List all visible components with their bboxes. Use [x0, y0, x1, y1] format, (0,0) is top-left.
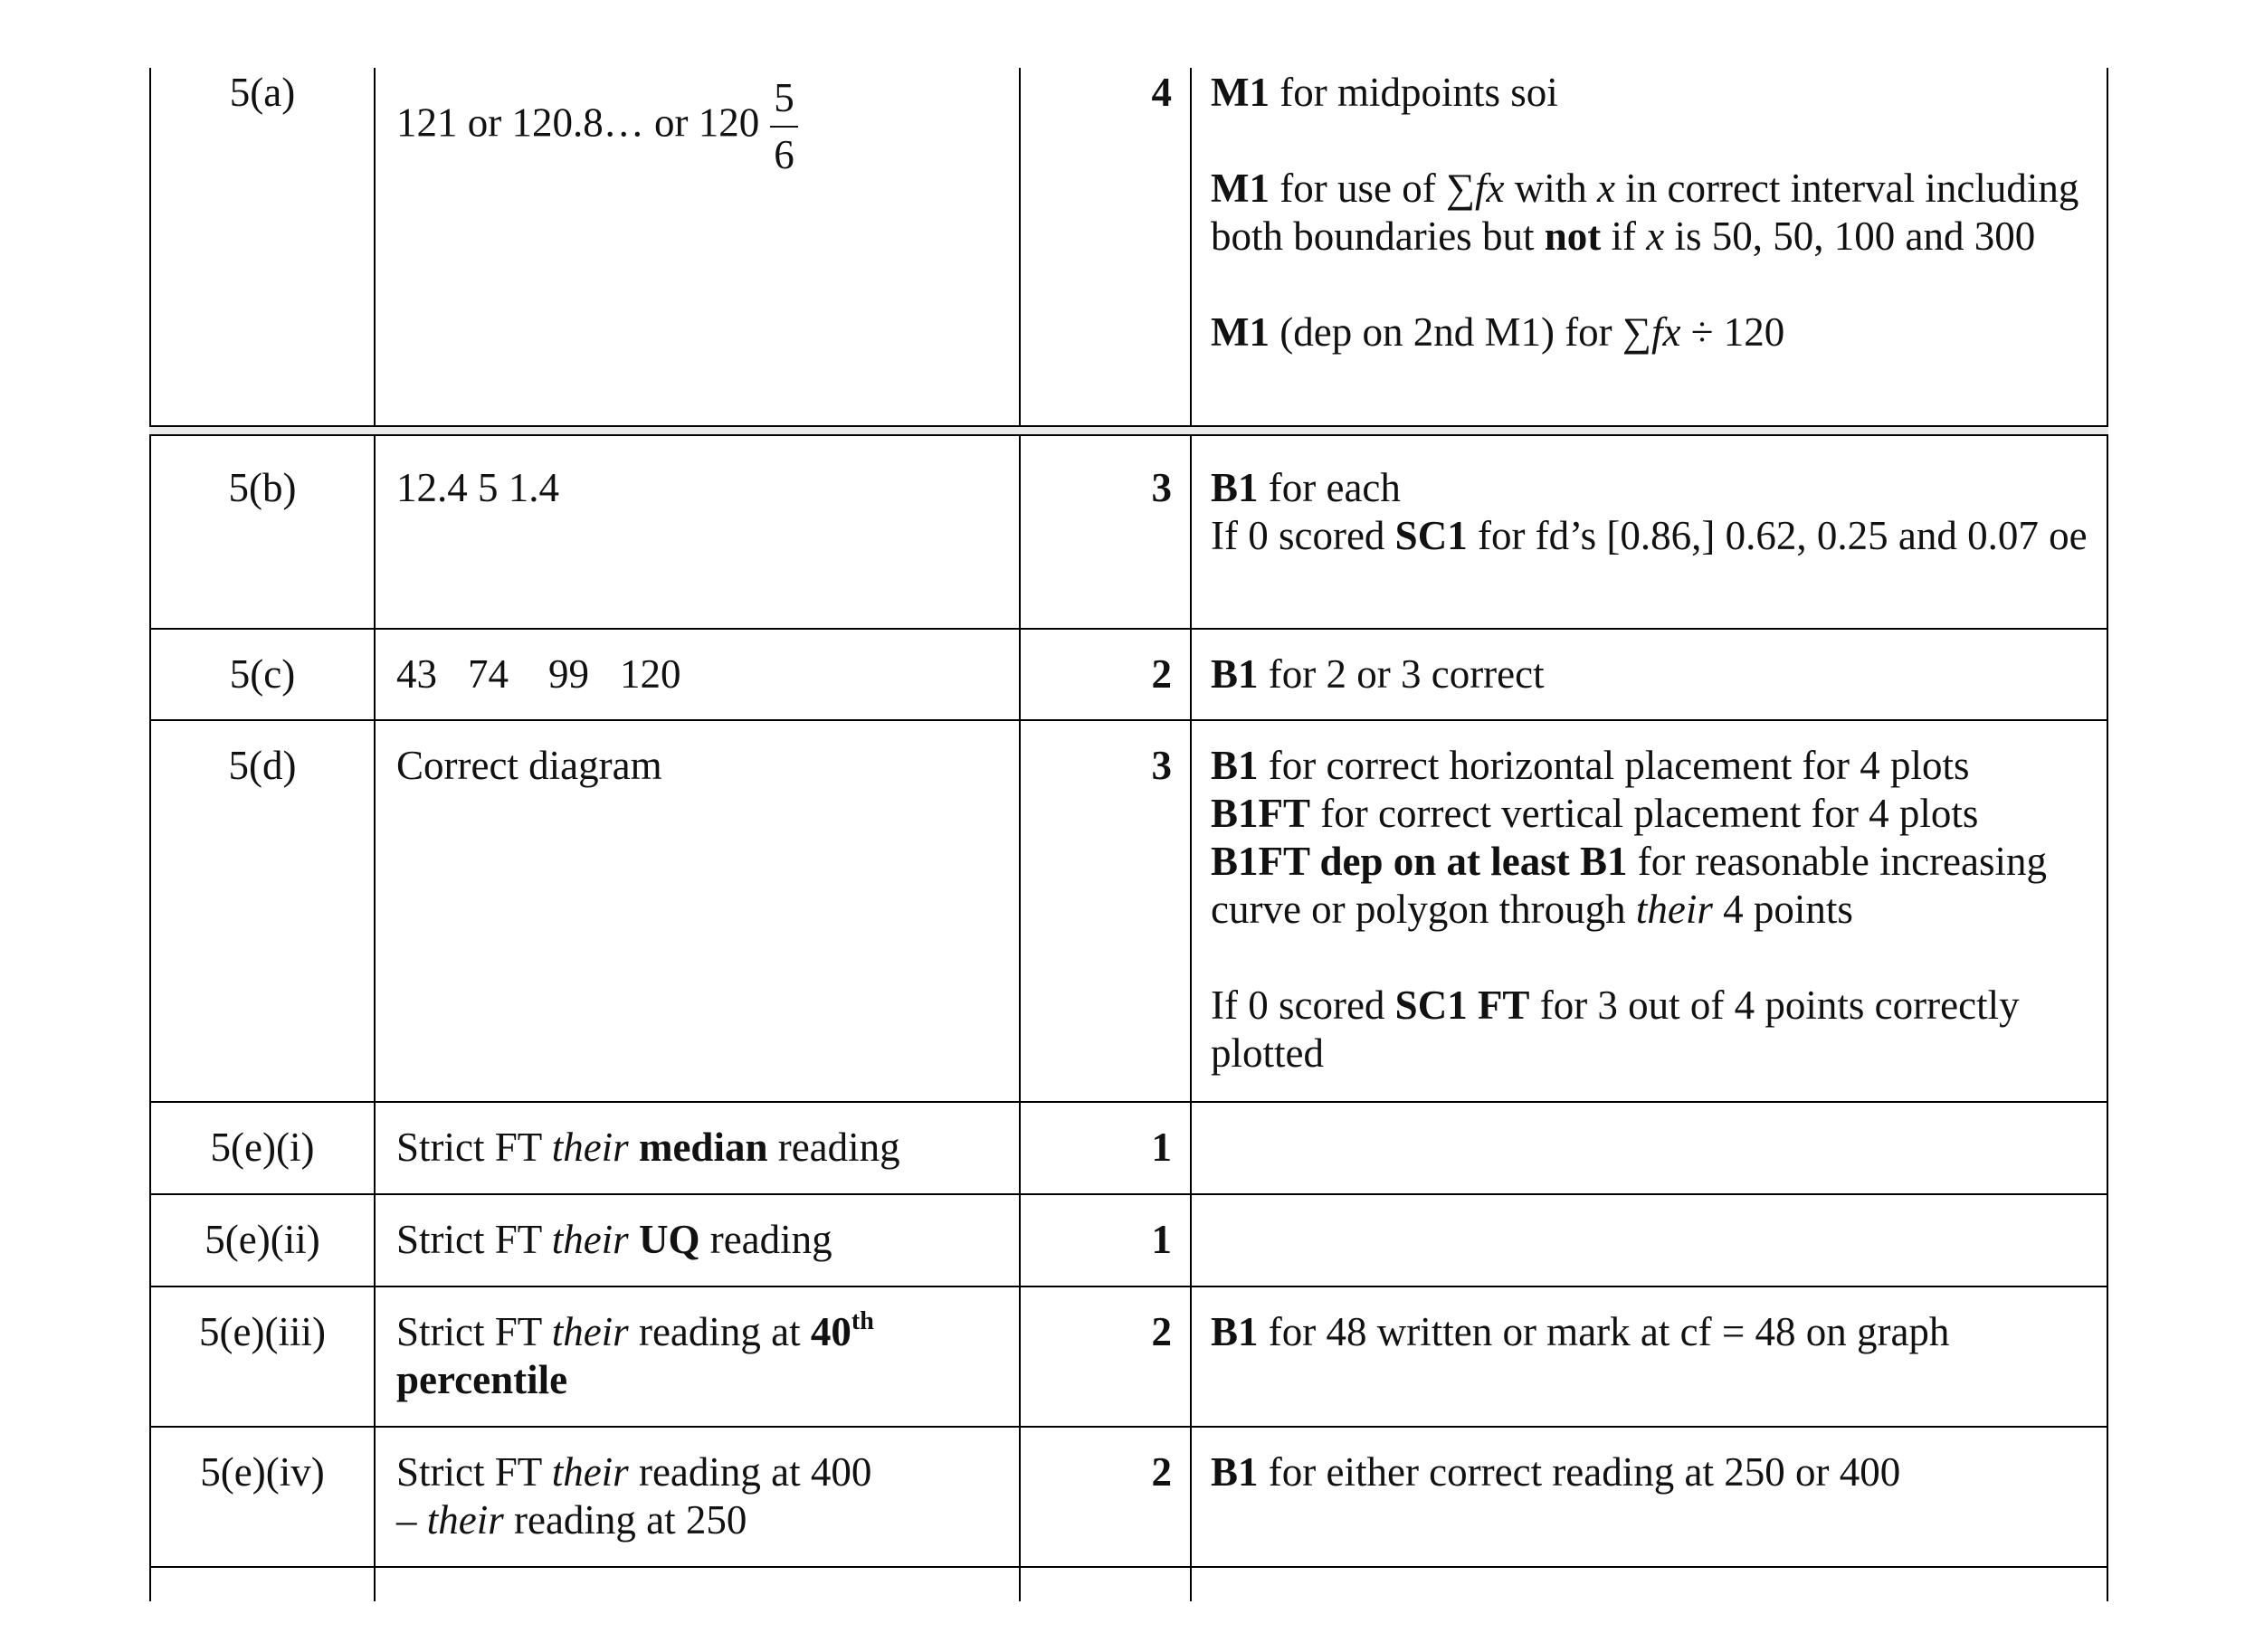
fraction — [770, 76, 798, 177]
column-divider-2 — [1019, 68, 1021, 1601]
marks: 3 — [1151, 465, 1172, 510]
row-divider — [149, 1286, 2108, 1287]
answer-value: 43 — [396, 651, 437, 697]
question-number: 5(a) — [229, 70, 296, 115]
guidance-cell — [1211, 464, 2088, 560]
guidance-line: If 0 scored SC1 FT for 3 out of 4 points correctly plotted — [1211, 983, 2020, 1076]
row-divider — [149, 1193, 2108, 1195]
answer-cell: Strict FT their UQ reading — [396, 1217, 832, 1262]
answer-cell: Strict FT their median reading — [396, 1125, 900, 1170]
marks: 1 — [1151, 1125, 1172, 1170]
row-divider — [149, 628, 2108, 630]
question-number: 5(e)(iii) — [199, 1309, 326, 1354]
row-divider — [149, 719, 2108, 721]
guidance-line: If 0 scored SC1 for fd’s [0.86,] 0.62, 0.25 and 0.07 oe — [1211, 513, 2088, 558]
guidance-line: B1FT for correct vertical placement for 4 plots — [1211, 791, 1979, 836]
guidance-cell — [1211, 742, 2088, 1078]
fraction-numerator: 5 — [770, 76, 798, 128]
marks: 3 — [1151, 743, 1172, 788]
answer-cell: Strict FT their reading at 400 – their reading at 250 — [396, 1449, 872, 1543]
answer-value: 99 — [548, 651, 589, 697]
double-row-divider — [149, 425, 2108, 436]
table-border-left — [149, 68, 151, 1601]
answer-cell — [396, 76, 1012, 177]
answer-value: 120 — [620, 651, 681, 697]
guidance-cell: B1 for 48 written or mark at cf = 48 on graph — [1211, 1309, 1950, 1354]
column-divider-1 — [374, 68, 376, 1601]
marks: 4 — [1151, 70, 1172, 115]
guidance-cell: B1 for either correct reading at 250 or 400 — [1211, 1449, 1901, 1495]
question-number: 5(e)(ii) — [205, 1217, 320, 1262]
answer-cell: Correct diagram — [396, 743, 662, 788]
answer-cell: Strict FT their reading at 40th percentile — [396, 1307, 874, 1402]
table-border-right — [2107, 68, 2108, 1601]
guidance-line: B1 for correct horizontal placement for 4 plots — [1211, 743, 1970, 788]
marks: 2 — [1151, 651, 1172, 697]
guidance-cell: B1 for 2 or 3 correct — [1211, 651, 1545, 697]
guidance-line: M1 (dep on 2nd M1) for ∑fx ÷ 120 — [1211, 309, 1785, 355]
question-number: 5(e)(i) — [210, 1125, 315, 1170]
question-number: 5(d) — [228, 743, 297, 788]
guidance-line: B1FT dep on at least B1 for reasonable increasing curve or polygon through their 4 points — [1211, 839, 2048, 932]
marks: 2 — [1151, 1449, 1172, 1495]
answer-value: 74 — [468, 651, 509, 697]
question-number: 5(e)(iv) — [200, 1449, 325, 1495]
guidance-line: B1 for each — [1211, 465, 1401, 510]
row-divider — [149, 1566, 2108, 1568]
answer-text: 121 or 120.8… or 120 — [396, 100, 760, 146]
row-divider — [149, 1101, 2108, 1103]
fraction-denominator: 6 — [774, 132, 794, 177]
guidance-line: M1 for use of ∑fx with x in correct interval including both boundaries but not if x is 50, 50, 100 and 300 — [1211, 166, 2079, 259]
marks: 1 — [1151, 1217, 1172, 1262]
row-divider — [149, 1426, 2108, 1428]
guidance-line: M1 for midpoints soi — [1211, 70, 1558, 115]
answer-cell — [396, 650, 1012, 698]
guidance-cell — [1211, 69, 2088, 356]
question-number: 5(b) — [228, 465, 297, 510]
answer-cell: 12.4 5 1.4 — [396, 465, 559, 510]
question-number: 5(c) — [229, 651, 296, 697]
marks: 2 — [1151, 1309, 1172, 1354]
column-divider-3 — [1190, 68, 1192, 1601]
